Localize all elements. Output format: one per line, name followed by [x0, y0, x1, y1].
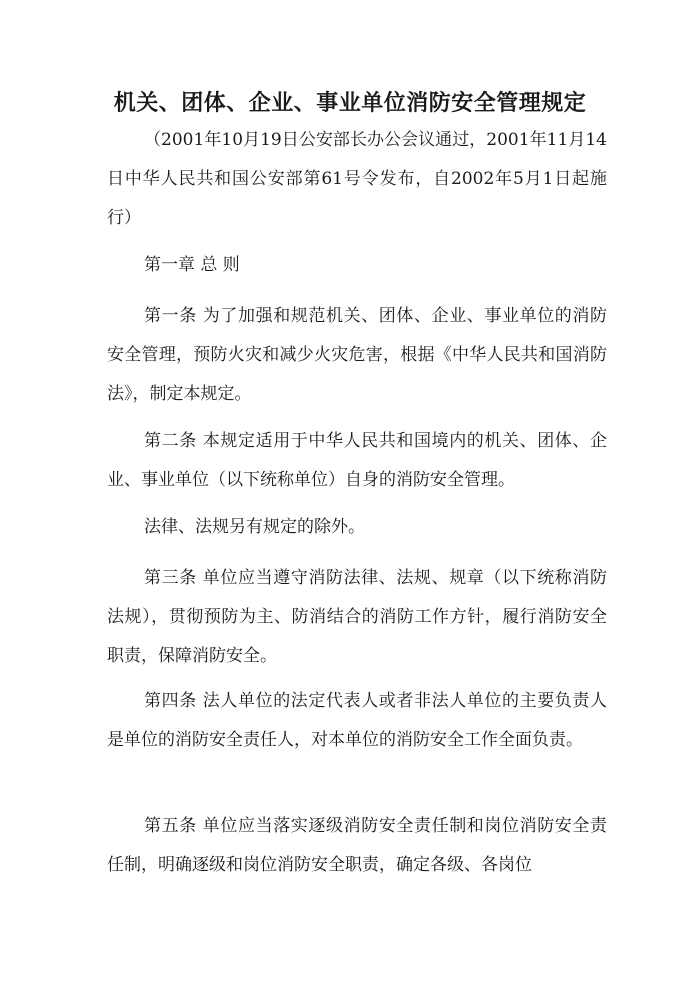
article-2-exception: 法律、法规另有规定的除外。	[144, 517, 365, 537]
article-2: 第二条 本规定适用于中华人民共和国境内的机关、团体、企业、事业单位（以下统称单位）自身的消防安全管理。	[107, 431, 607, 490]
article-4: 第四条 法人单位的法定代表人或者非法人单位的主要负责人是单位的消防安全责任人，对本单位的消防安全工作全面负责。	[107, 691, 607, 750]
article-1: 第一条 为了加强和规范机关、团体、企业、事业单位的消防安全管理，预防火灾和减少火灾危害，根据《中华人民共和国消防法》，制定本规定。	[107, 306, 607, 404]
chapter-heading: 第一章 总 则	[144, 255, 240, 275]
document-subtitle: （2001年10月19日公安部长办公会议通过，2001年11月14日中华人民共和国公安部第61号令发布，自2002年5月1日起施行）	[107, 130, 607, 228]
document-title: 机关、团体、企业、事业单位消防安全管理规定	[113, 90, 587, 116]
article-5: 第五条 单位应当落实逐级消防安全责任制和岗位消防安全责任制，明确逐级和岗位消防安全职责，确定各级、各岗位	[107, 816, 607, 875]
article-3: 第三条 单位应当遵守消防法律、法规、规章（以下统称消防法规），贯彻预防为主、防消结合的消防工作方针，履行消防安全职责，保障消防安全。	[107, 568, 607, 666]
